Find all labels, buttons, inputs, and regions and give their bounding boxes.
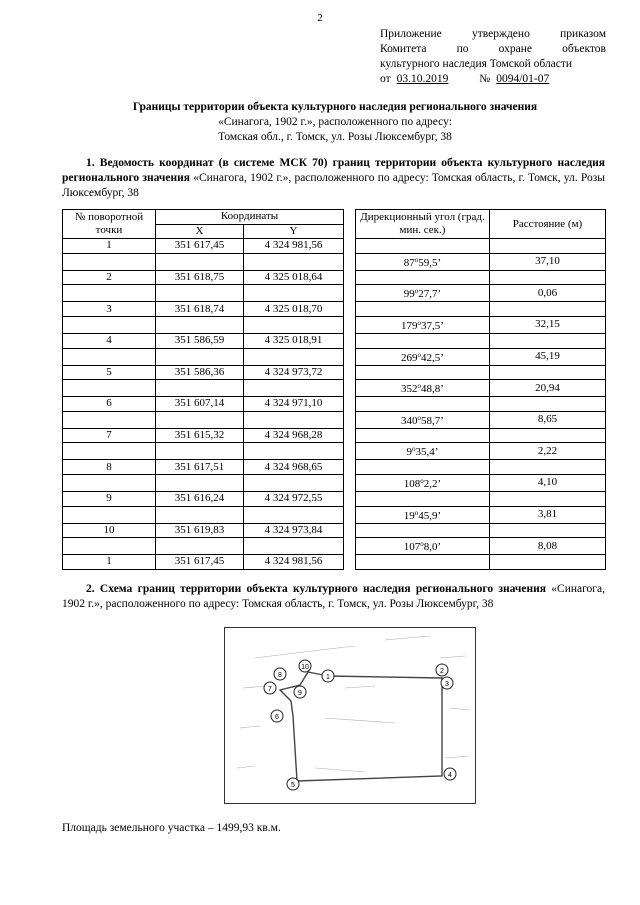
distance-empty [490,397,606,412]
distance-empty [490,365,606,380]
angle-degrees: 108 [403,477,421,490]
point-number: 10 [63,523,156,538]
segment-distance: 45,19 [490,348,606,365]
point-row [63,491,606,506]
segment-distance: 32,15 [490,316,606,333]
y-empty [244,506,344,523]
direction-angle [356,380,490,397]
title-line-1: Границы территории объекта культурного наследия регионального значения [132,101,538,113]
angle-minutes: 42,5’ [421,351,444,364]
point-x: 351 586,36 [156,365,244,380]
angle-degrees: 269 [401,351,418,364]
degree-sign: o [414,287,419,296]
point-row [63,460,606,475]
point-marker-label: 5 [291,782,295,789]
segment-row [63,316,606,333]
approval-line-2 [380,42,606,57]
document-title [40,100,630,145]
point-empty [63,316,156,333]
angle-degrees: 107 [403,541,421,554]
segment-row [63,411,606,428]
point-marker-label: 6 [275,714,279,721]
point-marker-label: 9 [298,690,302,697]
header-distance: Расстояние (м) [490,210,606,239]
y-empty [244,443,344,460]
y-empty [244,348,344,365]
point-marker [264,682,276,694]
boundary-scheme [224,627,476,804]
point-number: 3 [63,302,156,317]
angle-degrees: 9 [406,446,413,459]
approval-word: Приложение [380,28,442,40]
coordinates-table-body [63,239,606,570]
approval-word: охране [498,43,532,55]
angle-degrees: 99 [403,288,415,301]
y-empty [244,474,344,491]
direction-angle [356,506,490,523]
header-coords: Координаты [156,210,344,225]
point-empty [63,506,156,523]
header-angle: Дирекционный угол (град. мин. сек.) [356,210,490,239]
x-empty [156,380,244,397]
segment-row [63,443,606,460]
degree-sign: o [414,508,419,517]
x-empty [156,538,244,555]
point-row [63,555,606,570]
angle-empty [356,270,490,285]
point-x: 351 617,51 [156,460,244,475]
segment-row [63,506,606,523]
segment-distance: 0,06 [490,285,606,302]
table-gap [344,333,356,348]
section-2-heading [62,582,605,612]
point-y: 4 324 981,56 [244,555,344,570]
approval-line-1 [380,27,606,42]
point-number: 4 [63,333,156,348]
angle-degrees: 340 [401,414,418,427]
point-y: 4 324 971,10 [244,397,344,412]
segment-row [63,253,606,270]
header-x: X [156,224,244,239]
point-y: 4 325 018,70 [244,302,344,317]
table-gap [344,302,356,317]
point-marker-label: 3 [445,681,449,688]
table-gap [344,316,356,333]
angle-empty [356,523,490,538]
point-y: 4 324 968,65 [244,460,344,475]
header-point: № поворотной точки [63,210,156,239]
street-line [255,646,355,658]
approval-block [380,27,606,87]
angle-degrees: 87 [403,256,415,269]
angle-empty [356,302,490,317]
angle-minutes: 2,2’ [423,477,442,490]
angle-minutes: 48,8’ [421,383,444,396]
point-empty [63,253,156,270]
approval-line-4 [380,72,606,87]
point-x: 351 618,75 [156,270,244,285]
point-empty [63,348,156,365]
page-number: 2 [317,12,323,24]
approval-from-label: от [380,73,391,85]
point-row [63,365,606,380]
segment-row [63,474,606,491]
point-row [63,302,606,317]
boundary-scheme-drawing [225,628,475,803]
angle-empty [356,333,490,348]
angle-empty [356,239,490,254]
point-x: 351 607,14 [156,397,244,412]
point-number: 1 [63,555,156,570]
segment-distance: 8,08 [490,538,606,555]
point-row [63,397,606,412]
title-line-2: «Синагога, 1902 г.», расположенного по адресу: [218,116,452,128]
x-empty [156,316,244,333]
coordinates-table [62,209,606,570]
point-number: 8 [63,460,156,475]
point-empty [63,380,156,397]
angle-degrees: 352 [401,383,418,396]
y-empty [244,285,344,302]
y-empty [244,411,344,428]
table-gap [344,365,356,380]
angle-empty [356,555,490,570]
y-empty [244,316,344,333]
point-marker-label: 8 [278,672,282,679]
point-y: 4 325 018,91 [244,333,344,348]
point-marker [271,710,283,722]
point-number: 9 [63,491,156,506]
point-marker [294,686,306,698]
segment-row [63,285,606,302]
street-line [237,686,265,768]
distance-empty [490,555,606,570]
point-row [63,333,606,348]
table-gap [344,210,356,239]
x-empty [156,348,244,365]
degree-sign: o [417,382,422,391]
street-line [385,636,430,640]
approval-word: Комитета [380,43,427,55]
point-marker [444,768,456,780]
approval-number-label: № [479,73,491,85]
point-x: 351 617,45 [156,239,244,254]
point-x: 351 616,24 [156,491,244,506]
point-number: 5 [63,365,156,380]
section-1-heading [62,156,605,201]
table-gap [344,397,356,412]
approval-word: приказом [560,28,606,40]
x-empty [156,506,244,523]
point-x: 351 619,83 [156,523,244,538]
table-gap [344,538,356,555]
point-empty [63,411,156,428]
table-gap [344,428,356,443]
angle-minutes: 59,5’ [418,256,442,269]
approval-word: объектов [562,43,606,55]
point-empty [63,285,156,302]
table-gap [344,348,356,365]
approval-number: 0094/01-07 [496,73,550,85]
segment-distance: 4,10 [490,474,606,491]
table-gap [344,443,356,460]
angle-minutes: 45,9’ [418,509,442,522]
segment-distance: 2,22 [490,443,606,460]
street-line [315,686,395,772]
distance-empty [490,239,606,254]
point-empty [63,443,156,460]
table-gap [344,474,356,491]
point-y: 4 324 973,84 [244,523,344,538]
direction-angle [356,474,490,491]
table-gap [344,411,356,428]
degree-sign: o [414,255,419,264]
segment-row [63,348,606,365]
angle-minutes: 27,7’ [418,288,442,301]
distance-empty [490,491,606,506]
distance-empty [490,270,606,285]
section-1-rest: «Синагога, 1902 г.», расположенного по адресу: Томская область, г. Томск, ул. Розы Люксембург, 38 [62,172,605,199]
x-empty [156,474,244,491]
direction-angle [356,443,490,460]
direction-angle [356,348,490,365]
point-row [63,428,606,443]
y-empty [244,538,344,555]
point-number: 7 [63,428,156,443]
point-y: 4 325 018,64 [244,270,344,285]
segment-distance: 8,65 [490,411,606,428]
point-x: 351 615,32 [156,428,244,443]
distance-empty [490,460,606,475]
y-empty [244,380,344,397]
point-marker-label: 10 [301,664,309,671]
degree-sign: o [420,476,424,485]
point-marker [299,660,311,672]
angle-degrees: 19 [403,509,415,522]
section-1-bold: 1. Ведомость координат (в системе МСК 70) границ территории объекта культурного наследия регионального значения [62,157,605,184]
point-marker [436,664,448,676]
approval-word: по [456,43,469,55]
table-gap [344,380,356,397]
direction-angle [356,253,490,270]
title-line-3: Томская обл., г. Томск, ул. Розы Люксембург, 38 [218,131,452,143]
section-2-rest: «Синагога, 1902 г.», расположенного по адресу: Томская область, г. Томск, ул. Розы Люксембург, 38 [62,583,605,610]
angle-minutes: 8,0’ [423,541,442,554]
direction-angle [356,538,490,555]
degree-sign: o [412,445,416,454]
table-gap [344,460,356,475]
segment-distance: 20,94 [490,380,606,397]
point-marker-label: 2 [440,668,444,675]
distance-empty [490,523,606,538]
point-number: 2 [63,270,156,285]
approval-word: утверждено [472,28,530,40]
table-gap [344,270,356,285]
point-row [63,239,606,254]
angle-empty [356,428,490,443]
x-empty [156,443,244,460]
table-gap [344,253,356,270]
angle-minutes: 35,4’ [415,446,439,459]
segment-row [63,380,606,397]
point-y: 4 324 973,72 [244,365,344,380]
point-x: 351 617,45 [156,555,244,570]
degree-sign: o [417,350,422,359]
point-x: 351 618,74 [156,302,244,317]
table-gap [344,523,356,538]
direction-angle [356,411,490,428]
point-empty [63,474,156,491]
point-y: 4 324 968,28 [244,428,344,443]
table-gap [344,491,356,506]
x-empty [156,253,244,270]
direction-angle [356,316,490,333]
scheme-background-lines [237,636,470,772]
angle-minutes: 58,7’ [421,414,444,427]
point-marker-label: 4 [448,772,452,779]
angle-empty [356,397,490,412]
segment-row [63,538,606,555]
land-area: Площадь земельного участка – 1499,93 кв.м. [62,822,281,834]
table-gap [344,506,356,523]
degree-sign: o [420,540,424,549]
table-gap [344,555,356,570]
point-x: 351 586,59 [156,333,244,348]
segment-distance: 37,10 [490,253,606,270]
angle-empty [356,365,490,380]
approval-date: 03.10.2019 [396,73,449,85]
degree-sign: o [417,413,422,422]
distance-empty [490,333,606,348]
point-empty [63,538,156,555]
point-marker-label: 7 [268,686,272,693]
point-marker-label: 1 [326,674,330,681]
segment-distance: 3,81 [490,506,606,523]
point-number: 6 [63,397,156,412]
point-row [63,523,606,538]
distance-empty [490,428,606,443]
angle-minutes: 37,5’ [421,319,444,332]
point-y: 4 324 981,56 [244,239,344,254]
point-markers [264,660,456,790]
section-2-bold: 2. Схема границ территории объекта культурного наследия регионального значения [86,583,546,595]
point-marker [322,670,334,682]
distance-empty [490,302,606,317]
header-y: Y [244,224,344,239]
point-y: 4 324 972,55 [244,491,344,506]
y-empty [244,253,344,270]
x-empty [156,285,244,302]
degree-sign: o [417,318,422,327]
table-gap [344,285,356,302]
point-row [63,270,606,285]
point-marker [274,668,286,680]
angle-degrees: 179 [401,319,418,332]
approval-line-3: культурного наследия Томской области [380,58,573,70]
point-marker [441,677,453,689]
table-gap [344,239,356,254]
angle-empty [356,460,490,475]
point-number: 1 [63,239,156,254]
x-empty [156,411,244,428]
angle-empty [356,491,490,506]
direction-angle [356,285,490,302]
point-marker [287,778,299,790]
